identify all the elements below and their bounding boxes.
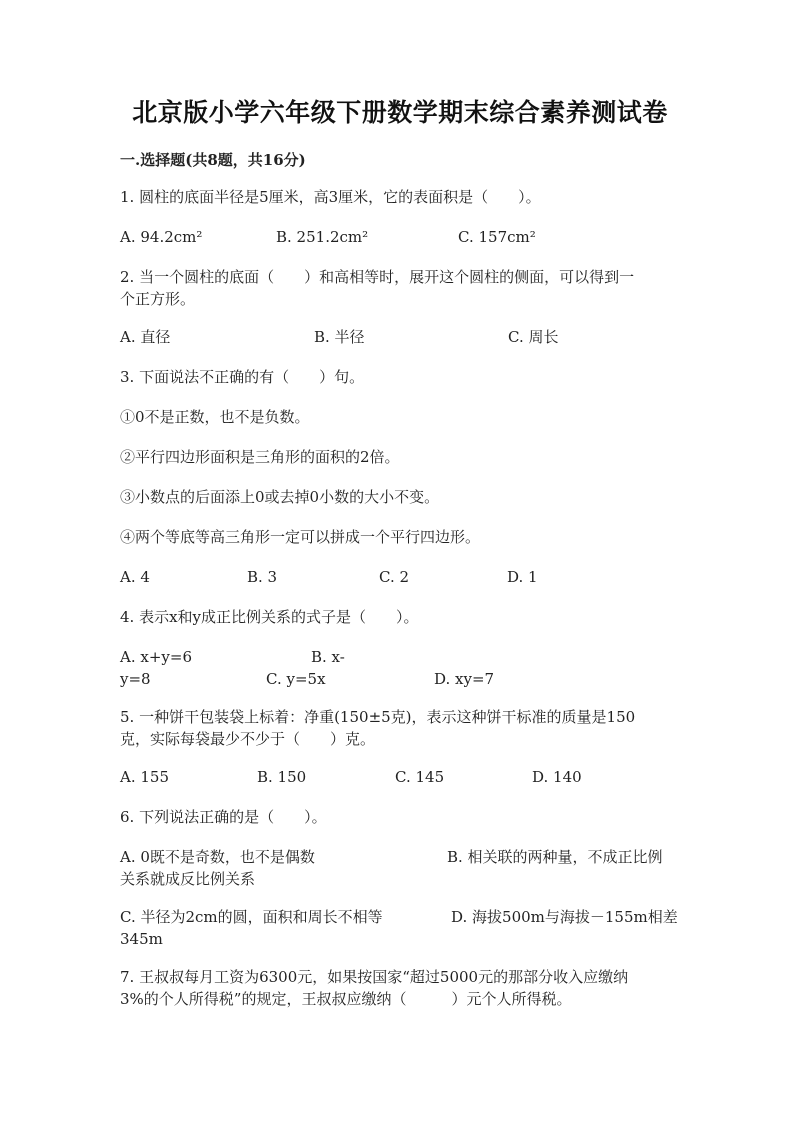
section-heading-choice: 一.选择题(共8题，共16分) <box>120 151 306 169</box>
question-2-stem-line1: 2. 当一个圆柱的底面（ ）和高相等时，展开这个圆柱的侧面，可以得到一 <box>120 268 635 286</box>
q5-option-a: A. 155 <box>120 768 169 786</box>
q3-option-c: C. 2 <box>379 568 410 586</box>
q6-option-d-part1: D. 海拔500m与海拔－155m相差 <box>451 908 678 926</box>
q2-option-c: C. 周长 <box>508 328 559 346</box>
q5-option-b: B. 150 <box>257 768 307 786</box>
question-7-stem-line2: 3%的个人所得税”的规定，王叔叔应缴纳（ ）元个人所得税。 <box>120 990 572 1008</box>
question-3-statement-1: ①0不是正数，也不是负数。 <box>120 408 310 426</box>
q4-option-d: D. xy=7 <box>434 670 495 688</box>
question-2-stem-line2: 个正方形。 <box>120 290 196 308</box>
q3-option-a: A. 4 <box>120 568 150 586</box>
question-5-stem-line1: 5. 一种饼干包装袋上标着：净重(150±5克)，表示这种饼干标准的质量是150 <box>120 708 636 726</box>
q4-option-a: A. x+y=6 <box>120 648 192 666</box>
question-6-option-d-part2: 345m <box>120 930 163 948</box>
q3-option-b: B. 3 <box>247 568 278 586</box>
question-1-stem: 1. 圆柱的底面半径是5厘米，高3厘米，它的表面积是（ ）。 <box>120 188 541 206</box>
question-3-statement-3: ③小数点的后面添上0或去掉0小数的大小不变。 <box>120 488 440 506</box>
q2-option-a: A. 直径 <box>120 328 171 346</box>
q2-option-b: B. 半径 <box>314 328 365 346</box>
question-3-statement-4: ④两个等底等高三角形一定可以拼成一个平行四边形。 <box>120 528 481 546</box>
question-3-stem: 3. 下面说法不正确的有（ ）句。 <box>120 368 365 386</box>
exam-title: 北京版小学六年级下册数学期末综合素养测试卷 <box>132 98 668 127</box>
q5-option-c: C. 145 <box>395 768 445 786</box>
q1-option-c: C. 157cm² <box>458 228 536 246</box>
q4-option-b-part1: B. x- <box>311 648 345 666</box>
q6-option-b-part1: B. 相关联的两种量，不成正比例 <box>447 848 663 866</box>
q4-option-c: C. y=5x <box>266 670 326 688</box>
question-6-stem: 6. 下列说法正确的是（ ）。 <box>120 808 327 826</box>
q6-option-c: C. 半径为2cm的圆，面积和周长不相等 <box>120 908 383 926</box>
q4-option-b-part2: y=8 <box>120 670 151 688</box>
question-7-stem-line1: 7. 王叔叔每月工资为6300元，如果按国家“超过5000元的那部分收入应缴纳 <box>120 968 629 986</box>
q6-option-a: A. 0既不是奇数，也不是偶数 <box>120 848 315 866</box>
q1-option-b: B. 251.2cm² <box>276 228 369 246</box>
question-4-stem: 4. 表示x和y成正比例关系的式子是（ ）。 <box>120 608 419 626</box>
q3-option-d: D. 1 <box>507 568 538 586</box>
q5-option-d: D. 140 <box>532 768 582 786</box>
question-5-stem-line2: 克，实际每袋最少不少于（ ）克。 <box>120 730 376 748</box>
question-6-option-b-part2: 关系就成反比例关系 <box>120 870 256 888</box>
question-3-statement-2: ②平行四边形面积是三角形的面积的2倍。 <box>120 448 400 466</box>
q1-option-a: A. 94.2cm² <box>120 228 203 246</box>
